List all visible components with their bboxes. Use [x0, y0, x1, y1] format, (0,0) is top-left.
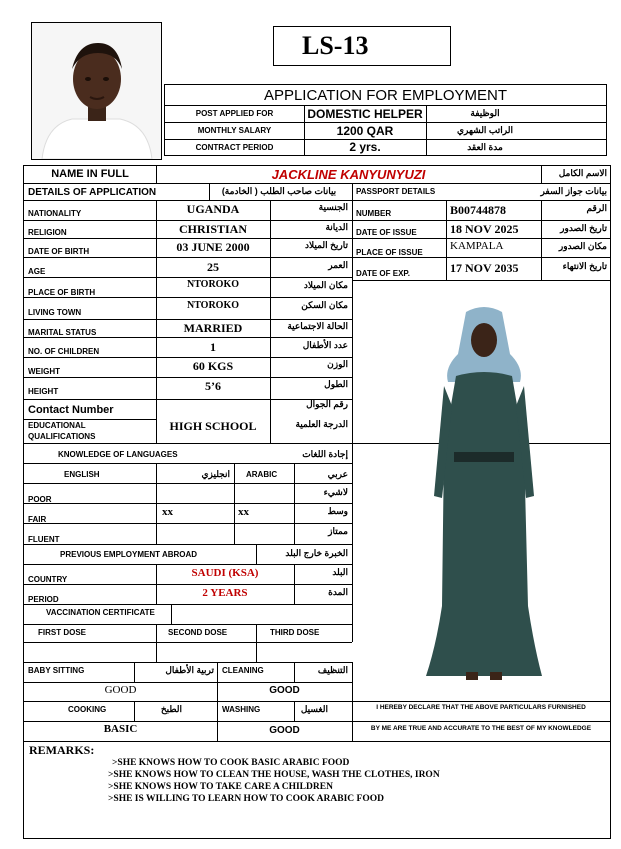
period-value: 2 YEARS: [202, 587, 248, 599]
dob-label: DATE OF BIRTH: [28, 247, 90, 256]
contact-label: Contact Number: [28, 404, 114, 416]
employment-title: PREVIOUS EMPLOYMENT ABROAD: [60, 550, 198, 559]
fair-label: FAIR: [28, 515, 47, 524]
post-applied-label: POST APPLIED FOR: [195, 109, 274, 118]
languages-title-arabic: إجادة اللغات: [302, 449, 348, 459]
expiry-label: DATE OF EXP.: [356, 269, 410, 278]
height-arabic: الطول: [324, 379, 348, 389]
expiry-value: 17 NOV 2035: [450, 261, 519, 275]
period-label: PERIOD: [28, 595, 59, 604]
full-body-photo: [424, 306, 544, 686]
post-applied-arabic: الوظيفة: [470, 108, 500, 118]
poor-arabic: لاشيء: [323, 487, 348, 497]
children-arabic: عدد الأطفال: [302, 340, 348, 350]
children-label: NO. OF CHILDREN: [28, 347, 100, 356]
religion-value: CHRISTIAN: [178, 222, 247, 236]
fair-english-value: xx: [162, 506, 173, 518]
dob-arabic: تاريخ الميلاد: [305, 240, 348, 250]
issue-date-arabic: تاريخ الصدور: [560, 223, 607, 233]
arabic-arabic: عربي: [327, 469, 348, 479]
remark-item: >SHE IS WILLING TO LEARN HOW TO COOK ARABIC FOOD: [108, 794, 384, 804]
passport-number-value: B00744878: [450, 203, 507, 217]
passport-photo: [31, 22, 162, 160]
issue-date-label: DATE OF ISSUE: [356, 228, 417, 237]
name-arabic: الاسم الكامل: [558, 168, 607, 178]
declaration-line-2: BY ME ARE TRUE AND ACCURATE TO THE BEST OF MY KNOWLEDGE: [370, 725, 592, 732]
marital-status-label: MARITAL STATUS: [28, 328, 97, 337]
expiry-arabic: تاريخ الانتهاء: [562, 261, 607, 271]
reference-code: LS-13: [273, 26, 451, 66]
country-label: COUNTRY: [28, 575, 68, 584]
washing-label: WASHING: [222, 705, 261, 714]
education-arabic: الدرجة العلمية: [295, 419, 348, 429]
age-arabic: العمر: [328, 260, 348, 270]
country-arabic: البلد: [332, 567, 348, 577]
living-town-label: LIVING TOWN: [28, 308, 82, 317]
post-applied-value: DOMESTIC HELPER: [307, 107, 423, 121]
application-form: [23, 165, 611, 839]
contract-value: 2 yrs.: [349, 140, 381, 154]
passport-number-arabic: الرقم: [586, 203, 607, 213]
height-value: 5’6: [205, 379, 221, 393]
details-arabic: بيانات صاحب الطلب ( الخادمة): [221, 186, 337, 196]
form-title: APPLICATION FOR EMPLOYMENT: [164, 84, 607, 106]
religion-arabic: الديانة: [325, 222, 348, 232]
cleaning-label: CLEANING: [222, 666, 264, 675]
washing-arabic: الغسيل: [300, 704, 328, 714]
dob-value: 03 JUNE 2000: [176, 240, 250, 254]
nationality-arabic: الجنسية: [318, 202, 348, 212]
issue-place-label: PLACE OF ISSUE: [356, 248, 423, 257]
remark-item: >SHE KNOWS HOW TO TAKE CARE A CHILDREN: [108, 782, 333, 792]
issue-place-value: KAMPALA: [450, 240, 504, 252]
marital-status-value: MARRIED: [183, 321, 243, 335]
remark-item: >SHE KNOWS HOW TO COOK BASIC ARABIC FOOD: [112, 758, 350, 768]
baby-sitting-value: GOOD: [104, 684, 137, 696]
education-value: HIGH SCHOOL: [169, 419, 257, 433]
place-of-birth-arabic: مكان الميلاد: [303, 280, 348, 290]
english-label: ENGLISH: [64, 470, 100, 479]
cleaning-arabic: التنظيف: [317, 665, 348, 675]
height-label: HEIGHT: [28, 387, 59, 396]
place-of-birth-label: PLACE OF BIRTH: [28, 288, 96, 297]
cooking-value: BASIC: [103, 723, 138, 735]
issue-date-value: 18 NOV 2025: [450, 222, 519, 236]
period-arabic: المدة: [328, 587, 348, 597]
contract-label: CONTRACT PERIOD: [195, 143, 274, 152]
arabic-label: ARABIC: [246, 470, 278, 479]
weight-value: 60 KGS: [192, 359, 234, 373]
fluent-arabic: ممتاز: [328, 526, 348, 536]
passport-number-label: NUMBER: [356, 209, 392, 218]
salary-label: MONTHLY SALARY: [197, 126, 272, 135]
remarks-title: REMARKS:: [29, 743, 95, 757]
baby-sitting-arabic: تربية الأطفال: [165, 665, 214, 675]
cooking-label: COOKING: [68, 705, 107, 714]
fair-arabic: وسط: [327, 506, 348, 516]
religion-label: RELIGION: [28, 228, 67, 237]
living-town-value: NTOROKO: [186, 300, 240, 311]
country-value: SAUDI (KSA): [191, 567, 259, 579]
salary-value: 1200 QAR: [336, 124, 394, 138]
second-dose-label: SECOND DOSE: [168, 628, 228, 637]
cleaning-value: GOOD: [269, 685, 300, 696]
place-of-birth-value: NTOROKO: [186, 279, 240, 290]
languages-title: KNOWLEDGE OF LANGUAGES: [58, 450, 178, 459]
salary-arabic: الراتب الشهري: [457, 125, 513, 135]
nationality-label: NATIONALITY: [28, 209, 82, 218]
issue-place-arabic: مكان الصدور: [558, 241, 607, 251]
third-dose-label: THIRD DOSE: [270, 628, 320, 637]
passport-details-arabic: بيانات جواز السفر: [540, 186, 607, 196]
poor-label: POOR: [28, 495, 52, 504]
cooking-arabic: الطبخ: [160, 704, 182, 714]
washing-value: GOOD: [269, 725, 300, 736]
header-table: [164, 105, 607, 156]
age-label: AGE: [28, 267, 46, 276]
first-dose-label: FIRST DOSE: [38, 628, 87, 637]
contact-arabic: رقم الجوال: [306, 399, 348, 409]
name-label: NAME IN FULL: [51, 168, 129, 180]
nationality-value: UGANDA: [186, 202, 240, 216]
employment-title-arabic: الخبرة خارج البلد: [285, 548, 348, 558]
fair-arabic-value: xx: [238, 506, 249, 518]
weight-label: WEIGHT: [28, 367, 60, 376]
age-value: 25: [207, 260, 219, 274]
contract-arabic: مدة العقد: [467, 142, 503, 152]
weight-arabic: الوزن: [327, 359, 348, 369]
marital-status-arabic: الحالة الاجتماعية: [287, 321, 348, 331]
passport-details-label: PASSPORT DETAILS: [356, 187, 436, 196]
english-arabic: انجليزي: [201, 469, 230, 479]
vaccination-title: VACCINATION CERTIFICATE: [46, 608, 155, 617]
remarks-list: [108, 757, 440, 805]
education-label: EDUCATIONAL QUALIFICATIONS: [28, 421, 96, 441]
full-name-value: JACKLINE KANYUNYUZI: [271, 167, 426, 182]
remark-item: >SHE KNOWS HOW TO CLEAN THE HOUSE, WASH THE CLOTHES, IRON: [108, 770, 440, 780]
fluent-label: FLUENT: [28, 535, 60, 544]
details-label: DETAILS OF APPLICATION: [28, 187, 157, 198]
living-town-arabic: مكان السكن: [301, 300, 348, 310]
children-value: 1: [210, 340, 216, 354]
declaration-line-1: I HEREBY DECLARE THAT THE ABOVE PARTICULARS FURNISHED: [376, 704, 586, 711]
baby-sitting-label: BABY SITTING: [28, 666, 85, 675]
